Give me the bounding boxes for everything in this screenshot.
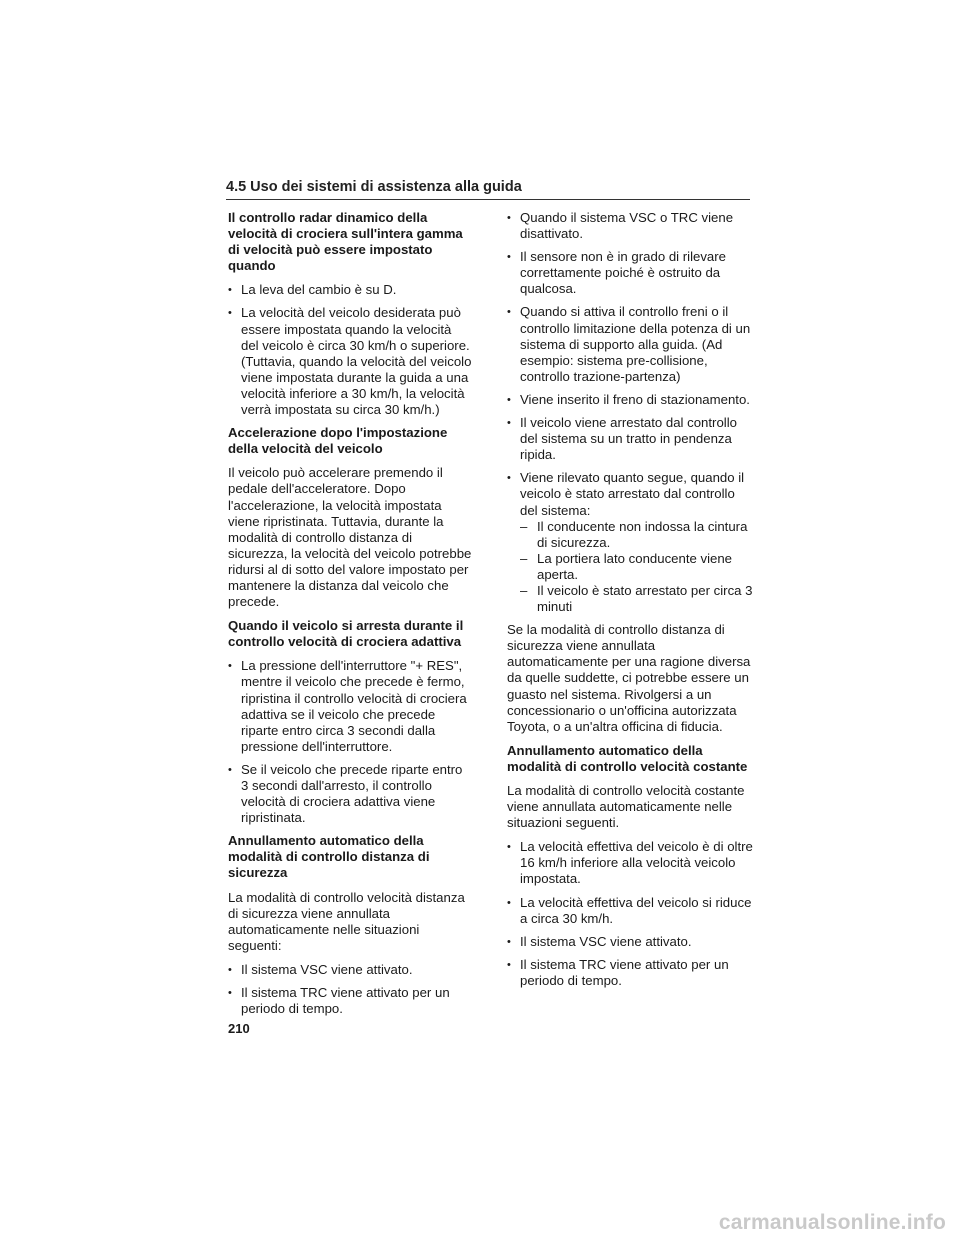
list-item: • Quando il sistema VSC o TRC viene disattivato. [507,210,753,242]
activation-conditions-list [228,282,472,418]
sub-list [520,519,753,616]
paragraph-acceleration: Il veicolo può accelerare premendo il pedale dell'acceleratore. Dopo l'accelerazione, la velocità impostata viene ripristinata. Tuttavia, durante la modalità di controllo distanza di sicurezza, la velocità del veicolo potrebbe ridursi al di sotto del valore impostato per mantenere la distanza dal veicolo che precede. [228,465,472,610]
heading-auto-cancel-constant: Annullamento automatico della modalità di controllo velocità costante [507,742,748,774]
list-item: • Il sistema TRC viene attivato per un periodo di tempo. [507,957,753,989]
watermark: carmanualsonline.info [718,1211,946,1234]
list-item: • Il sistema VSC viene attivato. [228,962,472,978]
list-item: • La leva del cambio è su D. [228,282,472,298]
list-item: • Il sistema TRC viene attivato per un periodo di tempo. [228,985,472,1017]
list-item: • Il sensore non è in grado di rilevare correttamente poiché è ostruito da qualcosa. [507,249,753,297]
list-item-text: Viene rilevato quanto segue, quando il veicolo è stato arrestato dal controllo del sistema: [520,470,745,518]
page-number: 210 [228,1021,250,1036]
vehicle-stops-list [228,658,472,826]
auto-cancel-distance-list [228,962,472,1017]
section-header: 4.5 Uso dei sistemi di assistenza alla guida [226,179,750,200]
auto-cancel-distance-list-continued [507,210,753,615]
right-column [507,210,753,996]
left-column [228,210,472,1024]
list-item: • La velocità del veicolo desiderata può essere impostata quando la velocità del veicolo è circa 30 km/h o superiore. (Tuttavia, quando la velocità del veicolo viene impostata durante la guida a una velocità inferiore a 30 km/h, la velocità verrà impostata su circa 30 km/h.) [228,305,472,418]
sub-list-item: – Il conducente non indossa la cintura di sicurezza. [520,519,753,551]
list-item: • Se il veicolo che precede riparte entro 3 secondi dall'arresto, il controllo velocità di crociera adattiva viene ripristinata. [228,762,472,826]
heading-auto-cancel-distance: Annullamento automatico della modalità di controllo distanza di sicurezza [228,833,430,881]
sub-list-item: – Il veicolo è stato arrestato per circa 3 minuti [520,583,753,615]
list-item: • La velocità effettiva del veicolo è di oltre 16 km/h inferiore alla velocità veicolo impostata. [507,839,753,887]
list-item: • Il veicolo viene arrestato dal controllo del sistema su un tratto in pendenza ripida. [507,415,753,463]
list-item: • La pressione dell'interruttore "+ RES", mentre il veicolo che precede è fermo, ripristina il controllo velocità di crociera adattiva se il veicolo che precede riparte entro circa 3 secondi dalla pressione dell'interruttore. [228,658,472,755]
list-item: • Il sistema VSC viene attivato. [507,934,753,950]
list-item: • Viene inserito il freno di stazionamento. [507,392,753,408]
paragraph-auto-cancel-distance: La modalità di controllo velocità distanza di sicurezza viene annullata automaticamente nelle situazioni seguenti: [228,889,465,953]
heading-acceleration: Accelerazione dopo l'impostazione della velocità del veicolo [228,425,448,457]
heading-activation-conditions: Il controllo radar dinamico della velocità di crociera sull'intera gamma di velocità può essere impostato quando [228,210,463,274]
auto-cancel-constant-list [507,839,753,989]
list-item: • La velocità effettiva del veicolo si riduce a circa 30 km/h. [507,895,753,927]
list-item [507,470,753,615]
heading-vehicle-stops: Quando il veicolo si arresta durante il controllo velocità di crociera adattiva [228,618,464,650]
paragraph-malfunction-notice: Se la modalità di controllo distanza di sicurezza viene annullata automaticamente per una ragione diversa da quelle suddette, ci potrebbe essere un guasto nel sistema. Rivolgersi a un concessionario o un'officina autorizzata Toyota, o a un'altra officina di fiducia. [507,622,751,734]
list-item: • Quando si attiva il controllo freni o il controllo limitazione della potenza di un sistema di supporto alla guida. (Ad esempio: sistema pre-collisione, controllo trazione-partenza) [507,304,753,384]
paragraph-auto-cancel-constant: La modalità di controllo velocità costante viene annullata automaticamente nelle situazioni seguenti. [507,783,745,831]
sub-list-item: – La portiera lato conducente viene aperta. [520,551,753,583]
